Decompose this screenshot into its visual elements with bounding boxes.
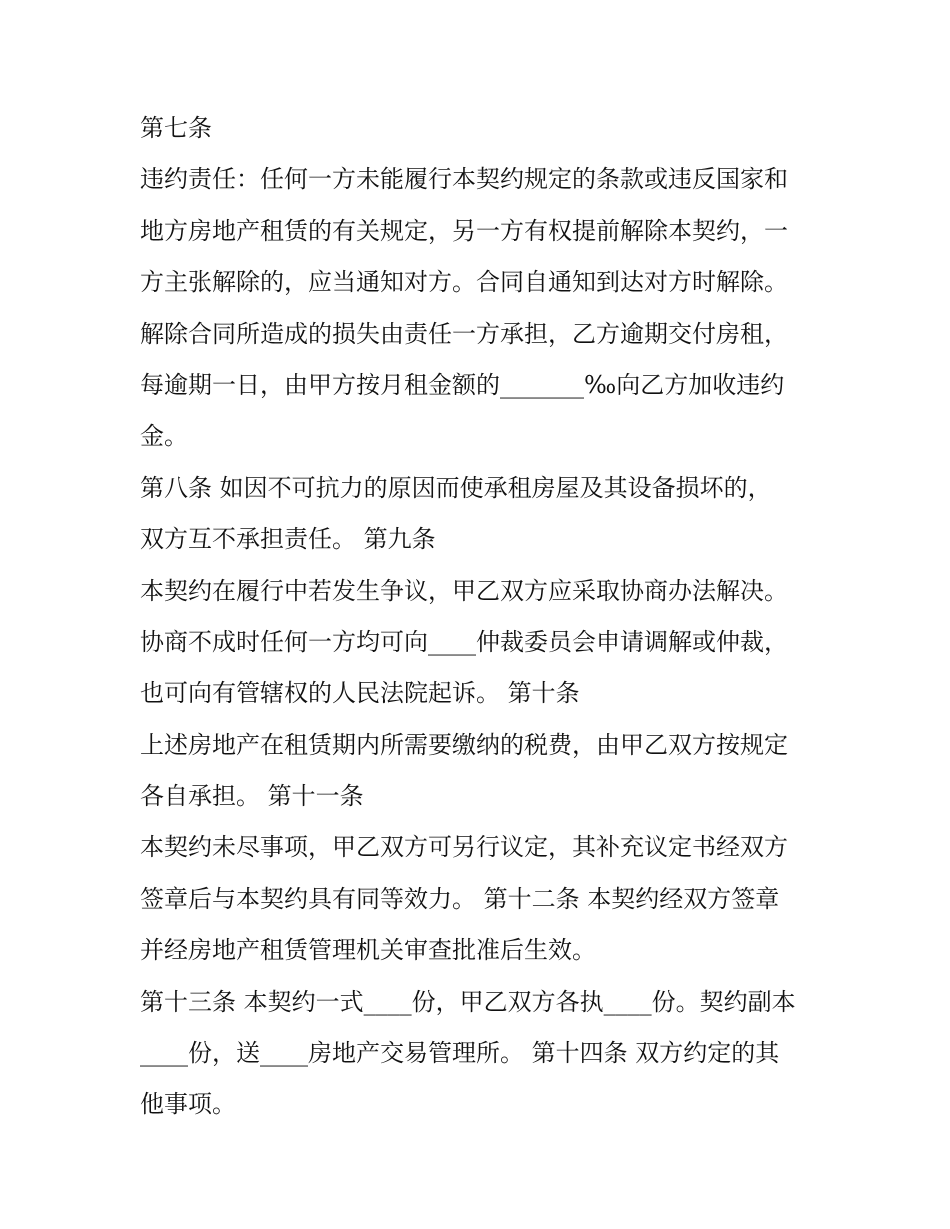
text-line: 各自承担。 第十一条 <box>140 782 364 811</box>
text-line: 方主张解除的，应当通知对方。合同自通知到达对方时解除。 <box>140 268 788 297</box>
text-line: 也可向有管辖权的人民法院起诉。 第十条 <box>140 679 580 708</box>
text-line: 金。 <box>140 422 188 451</box>
text-line: 地方房地产租赁的有关规定，另一方有权提前解除本契约，一 <box>140 216 788 245</box>
text-line: 本契约未尽事项，甲乙双方可另行议定，其补充议定书经双方 <box>140 833 788 862</box>
text-line: 上述房地产在租赁期内所需要缴纳的税费，由甲乙双方按规定 <box>140 730 788 759</box>
text-line: 每逾期一日，由甲方按月租金额的_______‰向乙方加收违约 <box>140 370 785 399</box>
text-line: ____份，送____房地产交易管理所。 第十四条 双方约定的其 <box>140 1039 780 1068</box>
text-line: 本契约在履行中若发生争议，甲乙双方应采取协商办法解决。 <box>140 576 788 605</box>
text-line: 并经房地产租赁管理机关审查批准后生效。 <box>140 936 596 965</box>
text-line: 第七条 <box>140 114 212 142</box>
text-line: 他事项。 <box>140 1090 236 1119</box>
text-line: 违约责任：任何一方未能履行本契约规定的条款或违反国家和 <box>140 165 788 194</box>
text-line: 协商不成时任何一方均可向____仲裁委员会申请调解或仲裁， <box>140 627 788 656</box>
contract-text <box>140 103 820 1131</box>
text-line: 第十三条 本契约一式____份，甲乙双方各执____份。契约副本 <box>140 987 796 1016</box>
text-line: 双方互不承担责任。 第九条 <box>140 525 436 554</box>
text-line: 解除合同所造成的损失由责任一方承担，乙方逾期交付房租， <box>140 319 788 348</box>
text-line: 签章后与本契约具有同等效力。 第十二条 本契约经双方签章 <box>140 884 780 913</box>
text-line: 第八条 如因不可抗力的原因而使承租房屋及其设备损坏的， <box>140 473 772 502</box>
